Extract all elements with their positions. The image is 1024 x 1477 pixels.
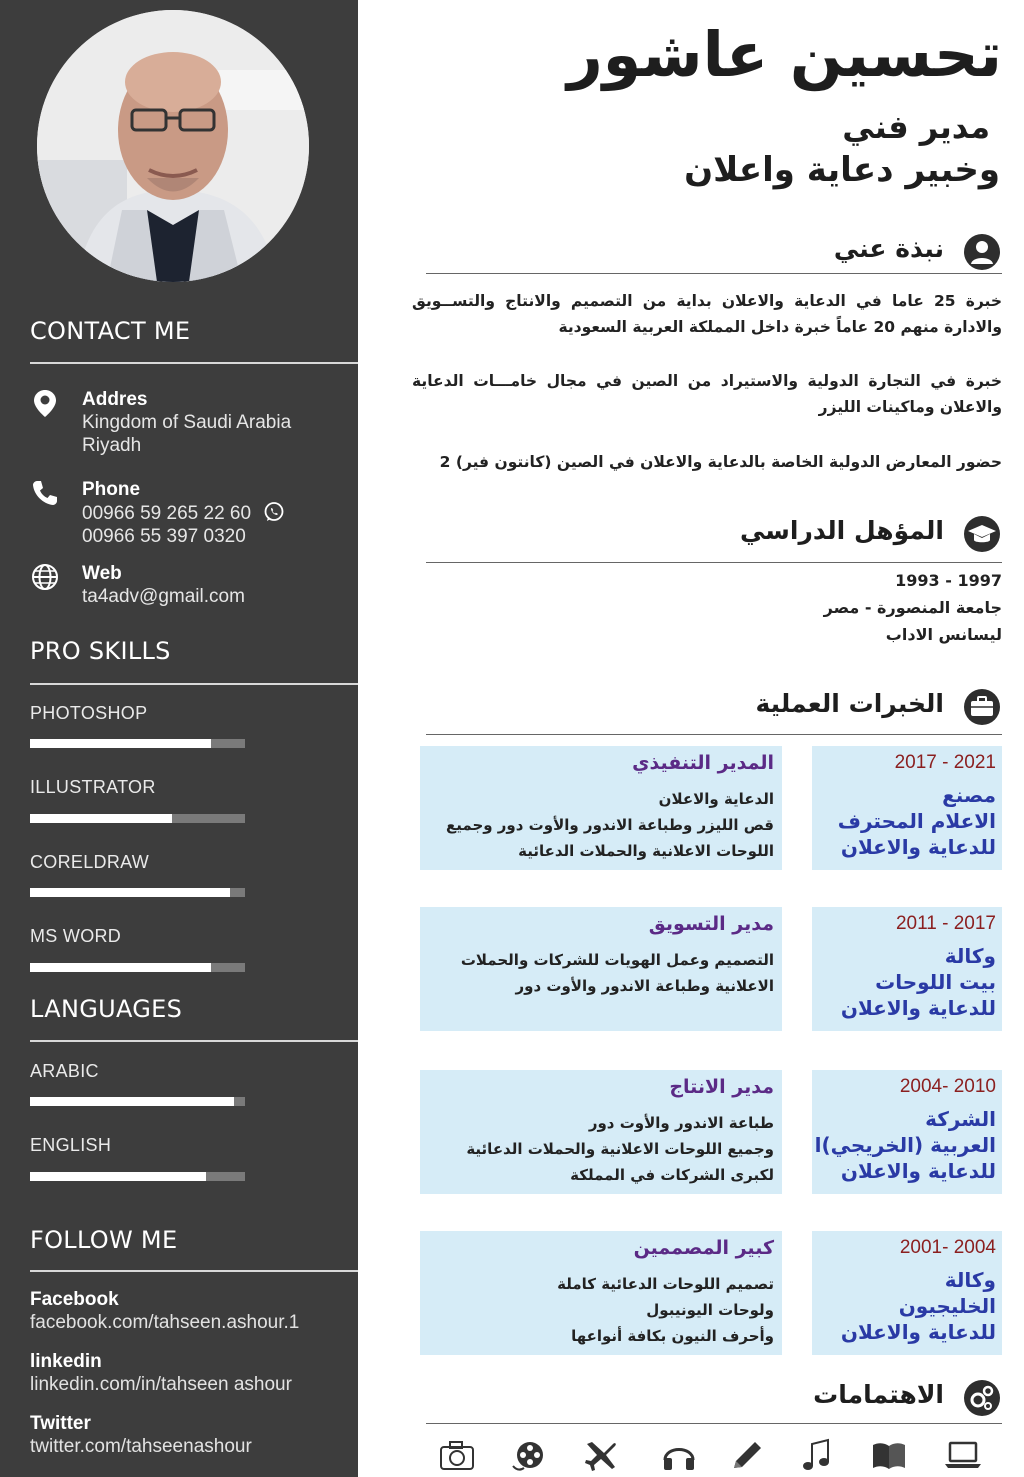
- about-paragraph-1: خبرة 25 عاما في الدعاية والاعلان بداية من التصميم والانتاج والتســويق والادارة منهم 20 عاماً خبرة داخل المملكة العربية السعودية: [412, 292, 1002, 336]
- briefcase-icon: [962, 687, 1002, 727]
- languages-title: LANGUAGES: [30, 995, 183, 1023]
- skill-bar: [30, 739, 245, 748]
- experience-role: مدير التسويق: [648, 913, 774, 935]
- main-content: [358, 0, 1024, 1477]
- linkedin-link[interactable]: linkedin.com/in/tahseen ashour: [30, 1374, 292, 1395]
- education-university: جامعة المنصورة - مصر: [823, 598, 1002, 617]
- experience-role-box: [420, 907, 782, 1031]
- experience-years: 2011 - 2017: [895, 913, 996, 934]
- pen-icon: [728, 1436, 766, 1474]
- person-photo-illustration: [37, 10, 309, 282]
- skill-bar-fill: [30, 888, 230, 897]
- experience-title: الخبرات العملية: [755, 689, 944, 718]
- camera-icon: [438, 1436, 476, 1474]
- experience-role-box: [420, 746, 782, 870]
- follow-facebook: [30, 1289, 350, 1334]
- skill-bar: [30, 888, 245, 897]
- interests-icons: [426, 1436, 1004, 1476]
- experience-description: التصميم وعمل الهويات للشركات والحملات الاعلانية وطباعة الاندور والأوت دور: [460, 951, 774, 995]
- skills-divider: [30, 683, 358, 685]
- interests-title: الاهتمامات: [813, 1380, 944, 1409]
- experience-company: مصنع الاعلام المحترف للدعاية والاعلان: [837, 783, 996, 859]
- facebook-label: Facebook: [30, 1289, 119, 1310]
- experience-company: وكالة الخليجيون للدعاية والاعلان: [840, 1268, 996, 1344]
- twitter-label: Twitter: [30, 1413, 91, 1434]
- follow-title: FOLLOW ME: [30, 1226, 178, 1254]
- whatsapp-icon: [263, 501, 285, 523]
- experience-company: الشركة العربية (الخريجي)ا للدعاية والاعلان: [814, 1107, 996, 1183]
- language-bar-fill: [30, 1172, 206, 1181]
- experience-description: الدعاية والاعلان قص الليزر وطباعة الاندور والأوت دور وجميع اللوحات الاعلانية والحملات الدعائية: [446, 790, 774, 860]
- experience-company-box: [812, 907, 1002, 1031]
- experience-company-box: [812, 1231, 1002, 1355]
- skill-bar-fill: [30, 963, 211, 972]
- skill-name: MS WORD: [30, 926, 122, 946]
- interests-heading: [402, 1378, 1002, 1422]
- follow-twitter: [30, 1413, 350, 1458]
- education-divider: [426, 562, 1002, 563]
- address-line-1: Kingdom of Saudi Arabia: [82, 412, 292, 433]
- experience-heading: [402, 687, 1002, 731]
- facebook-link[interactable]: facebook.com/tahseen.ashour.1: [30, 1312, 300, 1333]
- job-title-line-2: وخبير دعاية واعلان: [684, 150, 1000, 190]
- skill-bar: [30, 963, 245, 972]
- address-line-2: Riyadh: [82, 435, 142, 456]
- about-paragraph-2: خبرة في التجارة الدولية والاستيراد من الصين في مجال خامـــات الدعاية والاعلان وماكينات الليزر: [412, 372, 1002, 416]
- graduation-cap-icon: [962, 514, 1002, 554]
- experience-divider: [426, 734, 1002, 735]
- globe-icon: [30, 562, 60, 592]
- phone-number-1[interactable]: 00966 59 265 22 60: [82, 503, 252, 524]
- experience-years: 2017 - 2021: [894, 752, 996, 773]
- experience-role: مدير الانتاج: [669, 1076, 774, 1098]
- follow-linkedin: [30, 1351, 350, 1396]
- skill-bar: [30, 814, 245, 823]
- skills-title: PRO SKILLS: [30, 637, 171, 665]
- address-label: Addres: [82, 389, 148, 410]
- language-bar: [30, 1097, 245, 1106]
- experience-role-box: [420, 1070, 782, 1194]
- headphones-icon: [660, 1436, 698, 1474]
- web-label: Web: [82, 563, 122, 584]
- experience-role: المدير التنفيذي: [632, 752, 774, 774]
- book-icon: [870, 1436, 908, 1474]
- language-bar-fill: [30, 1097, 234, 1106]
- contact-divider: [30, 362, 358, 364]
- location-pin-icon: [30, 388, 60, 418]
- education-heading: [402, 514, 1002, 558]
- laptop-icon: [944, 1436, 982, 1474]
- skill-name: PHOTOSHOP: [30, 703, 148, 723]
- user-icon: [962, 232, 1002, 272]
- experience-company-box: [812, 746, 1002, 870]
- sidebar: [0, 0, 358, 1477]
- twitter-link[interactable]: twitter.com/tahseenashour: [30, 1436, 252, 1457]
- education-years: 1997 - 1993: [895, 571, 1002, 590]
- airplane-icon: [582, 1436, 620, 1474]
- experience-years: 2001- 2004: [899, 1237, 996, 1258]
- interests-divider: [426, 1423, 1002, 1424]
- experience-company-box: [812, 1070, 1002, 1194]
- experience-company: وكالة بيت اللوحات للدعاية والاعلان: [840, 944, 996, 1020]
- skill-name: CORELDRAW: [30, 852, 150, 872]
- about-divider: [426, 273, 1002, 274]
- person-name: تحسين عاشور: [567, 18, 1002, 91]
- profile-photo: [37, 10, 309, 282]
- skill-name: ILLUSTRATOR: [30, 777, 156, 797]
- language-bar: [30, 1172, 245, 1181]
- languages-divider: [30, 1040, 358, 1042]
- about-title: نبذة عني: [833, 234, 944, 263]
- education-title: المؤهل الدراسي: [740, 516, 944, 545]
- follow-divider: [30, 1270, 358, 1272]
- language-name: ENGLISH: [30, 1135, 112, 1155]
- job-title-line-1: مدير فني: [842, 108, 990, 146]
- experience-role-box: [420, 1231, 782, 1355]
- gears-icon: [962, 1378, 1002, 1418]
- experience-role: كبير المصممين: [633, 1237, 774, 1259]
- language-name: ARABIC: [30, 1061, 99, 1081]
- phone-label: Phone: [82, 479, 141, 500]
- experience-years: 2004- 2010: [899, 1076, 996, 1097]
- about-heading: [402, 232, 1002, 276]
- music-icon: [798, 1436, 836, 1474]
- skill-bar-fill: [30, 814, 172, 823]
- skill-bar-fill: [30, 739, 211, 748]
- phone-number-2[interactable]: 00966 55 397 0320: [82, 526, 246, 547]
- experience-description: تصميم اللوحات الدعائية كاملة ولوحات اليونيبول وأحرف النيون بكافة أنواعها: [557, 1275, 774, 1345]
- contact-title: CONTACT ME: [30, 317, 191, 345]
- film-reel-icon: [510, 1436, 548, 1474]
- education-degree: ليسانس الاداب: [885, 625, 1002, 644]
- phone-icon: [30, 478, 60, 508]
- email-link[interactable]: ta4adv@gmail.com: [82, 586, 245, 607]
- about-paragraph-3: حضور المعارض الدولية الخاصة بالدعاية والاعلان في الصين (كانتون فير) 2: [439, 453, 1002, 471]
- linkedin-label: linkedin: [30, 1351, 102, 1372]
- experience-description: طباعة الاندور والأوت دور وجميع اللوحات الاعلانية والحملات الدعائية لكبرى الشركات في المملكة: [466, 1114, 774, 1184]
